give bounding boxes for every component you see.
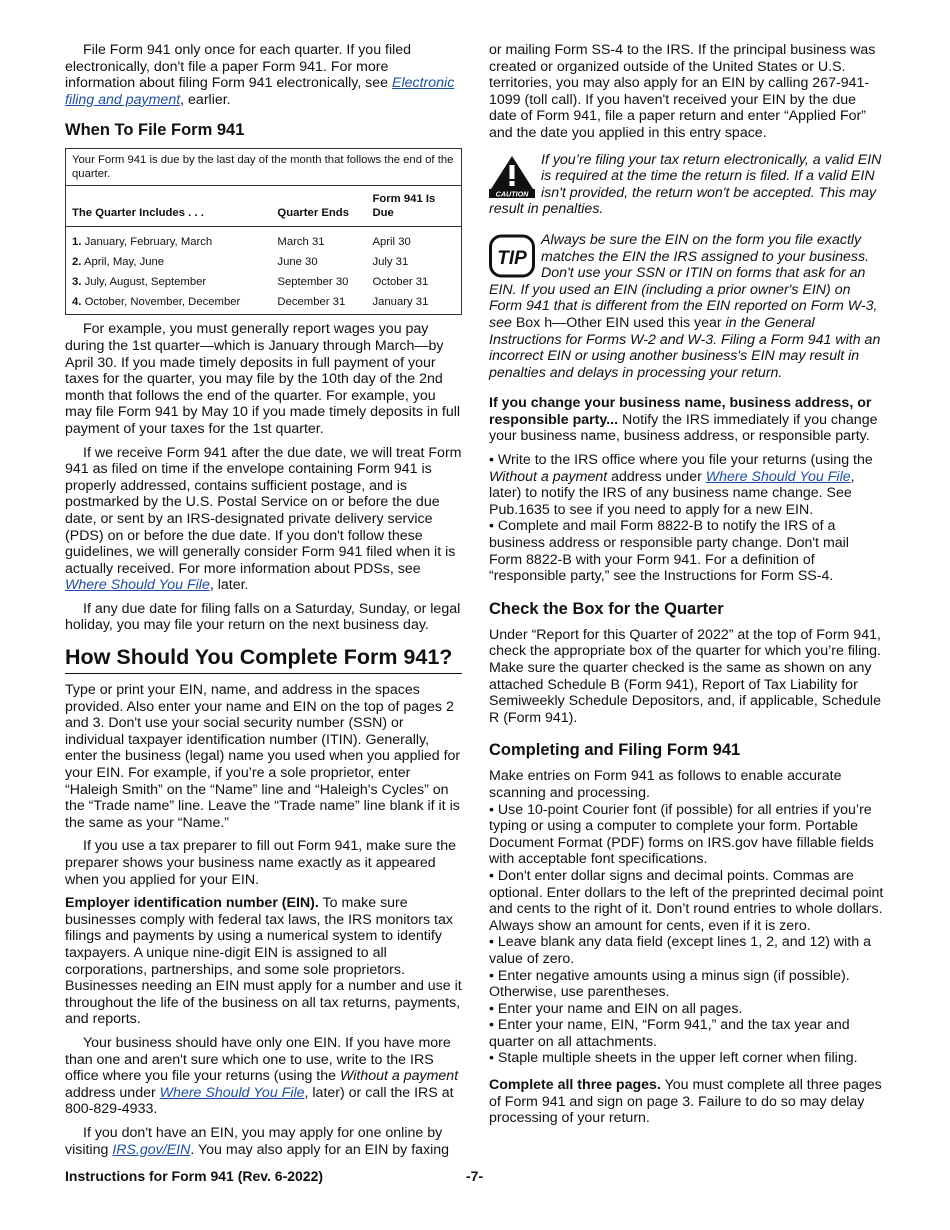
- list-item: • Complete and mail Form 8822-B to notify the IRS of a business address or responsible party change. Don't mail Form 8822-B with your Form 941. For a definition of “responsible party,” see the Instructions for Form SS-4.: [489, 518, 849, 585]
- caution-note: [489, 152, 884, 218]
- how-complete-heading: How Should You Complete Form 941?: [65, 644, 462, 674]
- table-caption: Your Form 941 is due by the last day of the month that follows the end of the quarter.: [66, 149, 462, 186]
- completing-heading: Completing and Filing Form 941: [489, 741, 741, 760]
- table-row: 1. January, February, March March 31 April 30: [72, 236, 411, 249]
- tip-note: [489, 232, 884, 381]
- list-item: • Enter your name and EIN on all pages.: [489, 1000, 743, 1017]
- apply-ein-paragraph: If you don't have an EIN, you may apply for one online by visiting IRS.gov/EIN. You may also apply for an EIN by faxing: [65, 1124, 450, 1158]
- where-should-you-file-link[interactable]: Where Should You File: [159, 1084, 305, 1101]
- col-header-due: Form 941 Is Due: [366, 186, 461, 227]
- table-row: 2. April, May, June June 30 July 31: [72, 256, 409, 269]
- complete-all-paragraph: Complete all three pages. You must complete all three pages of Form 941 and sign on page 3. Failure to do so may delay processing of your return.: [489, 1077, 882, 1127]
- left-column: [65, 42, 462, 1165]
- list-item: • Don't enter dollar signs and decimal points. Commas are optional. Enter dollars to the left of the preprinted decimal point and cents to the right of it. Don’t round entries to whole dollars. Always show an amount for cents, even if it is zero.: [489, 867, 884, 934]
- change-business-paragraph: If you change your business name, business address, or responsible party... Notify the IRS immediately if you change your business name, business address, or responsible party.: [489, 395, 878, 445]
- when-to-file-heading: When To File Form 941: [65, 121, 245, 140]
- svg-text:CAUTION: CAUTION: [495, 189, 529, 198]
- electronic-filing-link[interactable]: Electronic filing and payment: [65, 75, 455, 108]
- change-bullets: [489, 452, 884, 585]
- type-print-paragraph: Type or print your EIN, name, and address in the spaces provided. Also enter your name and EIN on the top of pages 2 and 3. Don't use your social security number (SSN) or individual taxpayer identification number (ITIN). Generally, enter the business (legal) name you used when you applied for your EIN. For example, if you’re a sole proprietor, enter “Haleigh Smith” on the “Name” line and “Haleigh's Cycles” on the “Trade name” line. Leave the “Trade name” line blank if it is the same as your “Name.”: [65, 682, 461, 831]
- one-ein-paragraph: Your business should have only one EIN. If you have more than one and aren't sure which one to use, write to the IRS office where you file your returns (using the Without a payment address under Where Should You File, later) or call the IRS at 800-829-4933.: [65, 1034, 459, 1118]
- list-item: • Enter your name, EIN, “Form 941,” and the tax year and quarter on all attachments.: [489, 1017, 850, 1050]
- list-item: • Enter negative amounts using a minus sign (if possible). Otherwise, use parentheses.: [489, 967, 850, 1001]
- where-should-you-file-link[interactable]: Where Should You File: [705, 468, 851, 485]
- svg-text:TIP: TIP: [497, 247, 527, 269]
- table-row: 4. October, November, December December 31 January 31: [72, 296, 429, 309]
- check-box-heading: Check the Box for the Quarter: [489, 599, 724, 618]
- tax-preparer-paragraph: If you use a tax preparer to fill out Form 941, make sure the preparer shows your business name exactly as it appeared when you applied for your EIN.: [65, 838, 456, 888]
- example-paragraph: For example, you must generally report wages you pay during the 1st quarter—which is January through March—by April 30. If you made timely deposits in full payment of your taxes for the quarter, you may file by the 10th day of the 2nd month that follows the end of the quarter. For example, you may file Form 941 by May 10 if you made timely deposits in full payment of your taxes for the 1st quarter.: [65, 321, 461, 437]
- page-number: -7-: [466, 1168, 484, 1184]
- list-item: • Write to the IRS office where you file your returns (using the Without a payment address under Where Should You File, later) to notify the IRS of any business name change. See Pub.1635 to see if you need to apply for a new EIN.: [489, 452, 873, 518]
- where-should-you-file-link[interactable]: Where Should You File: [65, 577, 210, 594]
- holiday-paragraph: If any due date for filing falls on a Saturday, Sunday, or legal holiday, you may file your return on the next business day.: [65, 600, 461, 634]
- check-box-paragraph: Under “Report for this Quarter of 2022” at the top of Form 941, check the appropriate box of the quarter for which you’re filing. Make sure the quarter checked is the same as shown on any attached Schedule B (Form 941), Report of Tax Liability for Semiweekly Schedule Depositors, and, if applicable, Schedule R (Form 941).: [489, 626, 881, 726]
- intro-paragraph: File Form 941 only once for each quarter. If you filed electronically, don't file a paper Form 941. For more information about filing Form 941 electronically, see Electronic filing and payment, earlier.: [65, 42, 455, 108]
- tip-icon: [489, 234, 535, 278]
- list-item: • Staple multiple sheets in the upper left corner when filing.: [489, 1050, 858, 1067]
- table-row: 3. July, August, September September 30 October 31: [72, 276, 429, 289]
- completing-paragraph: Make entries on Form 941 as follows to enable accurate scanning and processing.: [489, 768, 842, 801]
- continued-paragraph: or mailing Form SS-4 to the IRS. If the principal business was created or organized outside of the United States or U.S. territories, you may also apply for an EIN by calling 267-941-1099 (toll call). If you haven't received your EIN by the due date of Form 941, file a paper return and enter “Applied For” and the date you applied in this entry space.: [489, 42, 876, 141]
- ein-paragraph: Employer identification number (EIN). To make sure businesses comply with federal tax laws, the IRS monitors tax filings and payments by using a numerical system to identify taxpayers. A unique nine-digit EIN is assigned to all corporations, partnerships, and some sole proprietors. Businesses needing an EIN must apply for a number and use it throughout the life of the business on all tax returns, payments, and reports.: [65, 895, 462, 1028]
- col-header-ends: Quarter Ends: [271, 186, 366, 227]
- list-item: • Leave blank any data field (except lines 1, 2, and 12) with a value of zero.: [489, 934, 871, 967]
- irs-ein-link[interactable]: IRS.gov/EIN: [112, 1141, 191, 1158]
- caution-icon: [489, 154, 535, 198]
- late-receipt-paragraph: If we receive Form 941 after the due date, we will treat Form 941 as filed on time if the envelope containing Form 941 is properly addressed, contains sufficient postage, and is postmarked by the U.S. Postal Service on or before the due date, or sent by an IRS-designated private delivery service (PDS) on or before the due date. If you don't follow these guidelines, we will generally consider Form 941 filed when it is actually received. For more information about PDSs, see Where Should You File, later.: [65, 444, 462, 594]
- due-date-table: [65, 148, 462, 315]
- list-item: • Use 10-point Courier font (if possible) for all entries if you’re typing or using a computer to complete your form. Portable Document Format (PDF) forms on IRS.gov have fillable fields with acceptable font specifications.: [489, 801, 874, 868]
- col-header-quarter: The Quarter Includes . . .: [66, 186, 272, 227]
- caution-text: If you’re filing your tax return electronically, a valid EIN is required at the time the return is filed. If a valid EIN isn't provided, the return won't be accepted. This may result in penalties.: [489, 151, 882, 218]
- footer-title: Instructions for Form 941 (Rev. 6-2022): [65, 1168, 324, 1184]
- completing-bullets: [489, 802, 884, 1068]
- tip-text: Always be sure the EIN on the form you file exactly matches the EIN the IRS assigned to your business. Don't use your SSN or ITIN on forms that ask for an EIN. If you used an EIN (including a prior owner's EIN) on Form 941 that is different from the EIN reported on Form W-3, see Box h—Other EIN used this year in the General Instructions for Forms W-2 and W-3. Filing a Form 941 with an incorrect EIN or using another business's EIN may result in penalties and delays in processing your return.: [489, 231, 881, 381]
- right-column: [489, 42, 884, 1134]
